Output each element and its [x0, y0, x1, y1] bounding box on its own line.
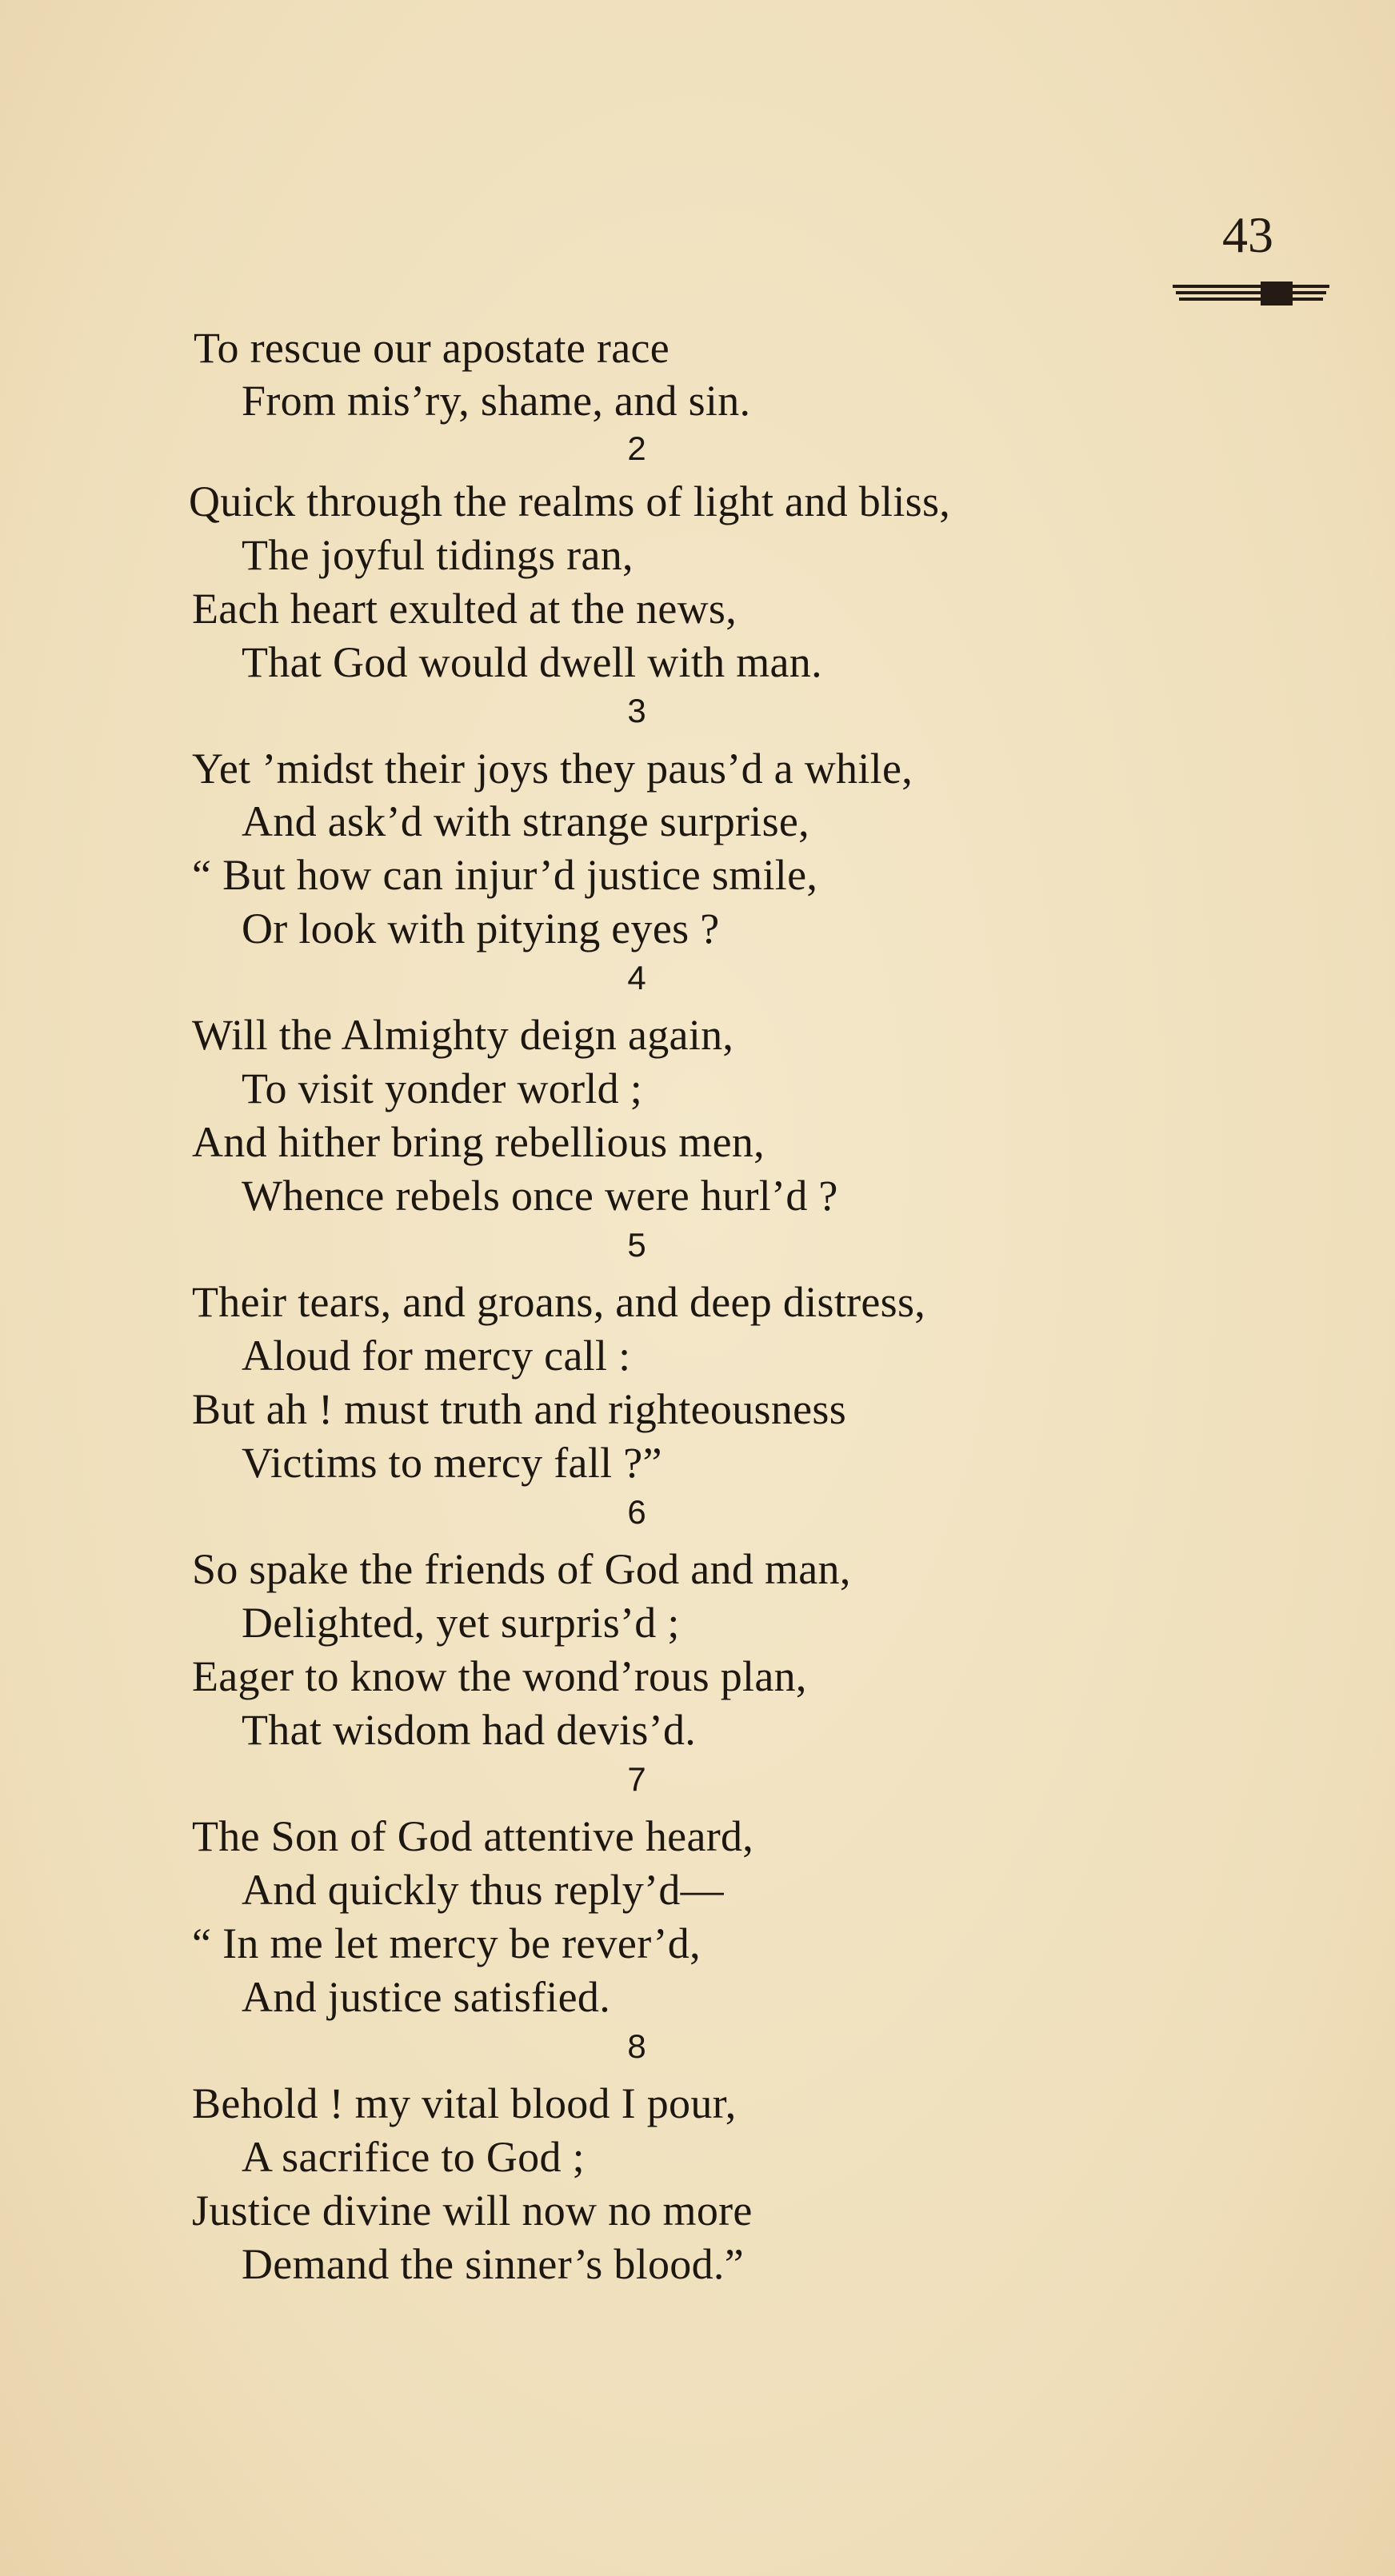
stanza-number: 7 [627, 1760, 646, 1798]
verse-line: Behold ! my vital blood I pour, [192, 2079, 737, 2127]
verse-line: Demand the sinner’s blood.” [242, 2240, 744, 2288]
verse-line: Eager to know the wond’rous plan, [192, 1652, 807, 1700]
verse-line: Yet ’midst their joys they paus’d a while, [192, 745, 913, 793]
stanza-number: 5 [627, 1226, 646, 1264]
verse-line: Victims to mercy fall ?” [242, 1439, 662, 1487]
verse-line: Their tears, and groans, and deep distress, [192, 1278, 926, 1326]
verse-line: Will the Almighty deign again, [192, 1011, 734, 1059]
verse-line: Or look with pitying eyes ? [242, 905, 720, 953]
verse-line: The joyful tidings ran, [242, 531, 634, 579]
verse-line: “ In me let mercy be rever’d, [192, 1919, 701, 1967]
verse-line: And justice satisfied. [242, 1973, 611, 2021]
stanza-number: 2 [627, 429, 646, 467]
verse-line: “ But how can injur’d justice smile, [192, 851, 818, 899]
ornament-rule-icon [1173, 282, 1329, 307]
verse-line: A sacrifice to God ; [242, 2133, 585, 2181]
verse-line: But ah ! must truth and righteousness [192, 1385, 847, 1433]
stanza-number: 3 [627, 692, 646, 729]
stanza-number: 4 [627, 959, 646, 996]
verse-line: And quickly thus reply’d— [242, 1866, 724, 1914]
verse-line: Each heart exulted at the news, [192, 585, 737, 633]
verse-line: Delighted, yet surpris’d ; [242, 1599, 680, 1647]
verse-line: And ask’d with strange surprise, [242, 797, 809, 845]
verse-line: Justice divine will now no more [192, 2187, 753, 2235]
verse-line: Whence rebels once were hurl’d ? [242, 1172, 838, 1220]
stanza-number: 8 [627, 2027, 646, 2065]
page-number: 43 [1222, 206, 1273, 263]
verse-line: Aloud for mercy call : [242, 1332, 631, 1380]
verse-line: So spake the friends of God and man, [192, 1545, 851, 1593]
verse-line: Quick through the realms of light and bliss, [189, 477, 951, 525]
verse-line: The Son of God attentive heard, [192, 1812, 754, 1860]
verse-line: That wisdom had devis’d. [242, 1706, 697, 1754]
verse-line: To visit yonder world ; [242, 1064, 643, 1112]
verse-line: That God would dwell with man. [242, 638, 822, 686]
opening-line-2: From mis’ry, shame, and sin. [242, 377, 751, 425]
opening-line-1: To rescue our apostate race [194, 324, 670, 372]
stanza-number: 6 [627, 1493, 646, 1531]
verse-line: And hither bring rebellious men, [192, 1118, 765, 1166]
